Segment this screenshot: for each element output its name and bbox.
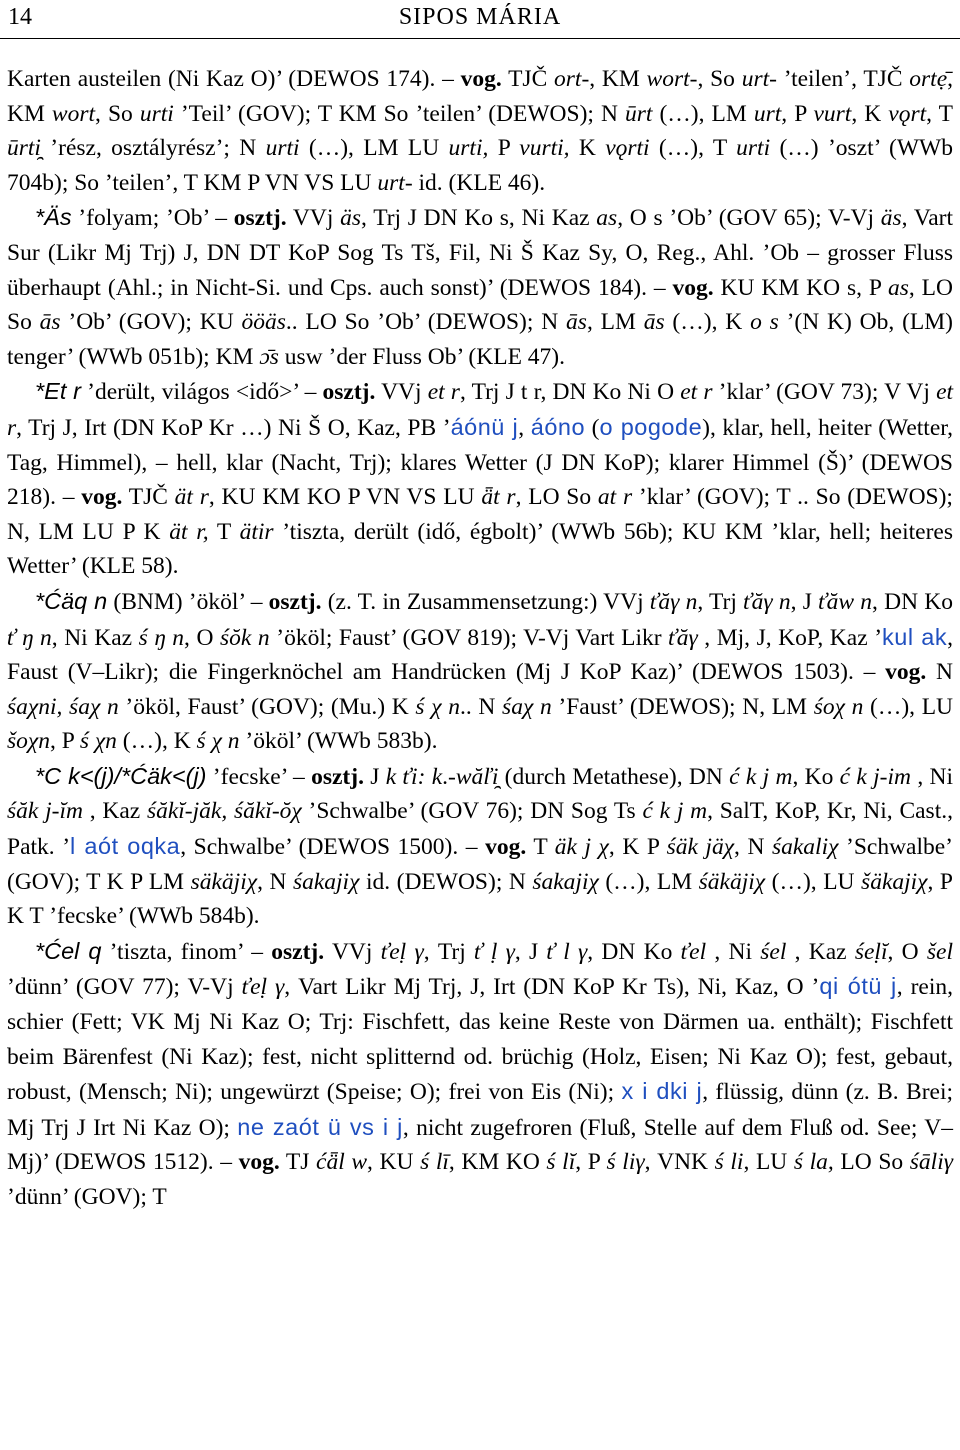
italic-form: śakajiχ <box>532 868 599 895</box>
cyrillic-gloss: qi ótü j <box>819 973 897 1000</box>
page-header <box>0 0 960 39</box>
italic-form: ɔ̄s <box>259 343 279 370</box>
text-run: , KU KM KO P VN VS LU <box>208 484 482 511</box>
italic-form: urt- <box>377 169 413 196</box>
text-run: TJČ <box>122 484 175 511</box>
language-label: osztj. <box>311 763 364 790</box>
text-run: , Schwalbe’ (DEWOS 1500). – <box>180 834 486 861</box>
text-run: , O <box>184 624 221 651</box>
italic-form: śāliγ <box>909 1149 953 1176</box>
text-run: .- <box>442 763 456 790</box>
italic-form: ť ŋ n <box>7 624 52 651</box>
text-run: ’rész, osztályrész’; N <box>40 135 266 162</box>
text-run: , DN Ko <box>587 938 681 965</box>
cyrillic-gloss: ne zaót ü vs i j <box>237 1113 403 1140</box>
text-run: J <box>363 763 386 790</box>
language-label: osztj. <box>322 379 376 406</box>
italic-form: vǫrt <box>888 100 927 127</box>
italic-form: šoχn <box>7 728 50 755</box>
text-run: , LM <box>586 309 644 336</box>
text-run: , Trj <box>423 938 475 965</box>
italic-form: äs <box>340 205 362 232</box>
language-label: vog. <box>238 1149 280 1176</box>
text-run: (…), LM <box>652 100 754 127</box>
italic-form: ät r <box>174 484 209 511</box>
italic-form: ť ḷ γ <box>474 938 515 965</box>
text-run: , P K T ’fecske’ (WWb 584b). <box>7 868 953 930</box>
text-run: N <box>926 659 953 686</box>
text-run: (z. T. in Zusammensetzung:) VVj <box>321 588 650 615</box>
headword: *C k<(j)/*Ćäk<(j) <box>35 762 207 789</box>
italic-form: et r <box>427 379 460 406</box>
text-run: (…), LU <box>863 693 954 720</box>
dictionary-entry <box>7 584 953 759</box>
italic-form: et r <box>680 379 713 406</box>
text-run: P <box>488 135 520 162</box>
italic-form: śaχ n <box>502 693 552 720</box>
text-run: , So <box>95 100 140 127</box>
text-run: , Kaz <box>786 938 855 965</box>
italic-form: śeḷĭ <box>854 938 888 965</box>
dictionary-entry <box>7 759 953 934</box>
text-run: , flüssig, dünn (z. B. Brei; Mj Trj J Irt Ni Kaz O); <box>7 1079 954 1141</box>
language-label: vog. <box>485 834 527 861</box>
text-run: T <box>208 518 240 545</box>
text-run: ’(N K) Ob, (LM) tenger’ (WWb 051b); KM <box>7 309 953 370</box>
italic-form: śoχ n <box>813 693 864 720</box>
italic-form: äk j χ <box>554 834 609 861</box>
text-run: (durch Metathese), DN <box>498 763 730 790</box>
text-run: , J <box>790 588 819 615</box>
italic-form: ťăw n <box>818 588 873 615</box>
text-run: (…) ’oszt’ (WWb 704b); So ’teilen’, T KM P VN VS LU <box>7 135 953 196</box>
text-run: ’folyam; ’Ob’ – <box>71 205 234 232</box>
italic-form: at r <box>597 484 633 511</box>
page-number: 14 <box>8 4 32 30</box>
text-run: K <box>569 135 606 162</box>
italic-form: ťăγ <box>668 624 698 651</box>
italic-form: urti, <box>448 135 489 162</box>
italic-form: vurti, <box>519 135 570 162</box>
text-run: ’dünn’ (GOV 77); V-Vj <box>7 974 242 1001</box>
italic-form: as <box>596 205 618 232</box>
cyrillic-gloss: kul ak <box>882 623 948 650</box>
italic-form: ś χn <box>79 728 117 755</box>
italic-form: ťăγ n <box>743 588 791 615</box>
italic-form: ööäs <box>241 309 286 336</box>
text-run: , N <box>734 834 772 861</box>
text-run: ’Schwalbe’ (GOV 76); DN Sog Ts <box>301 798 643 825</box>
text-run: , Ni Kaz <box>51 624 139 651</box>
italic-form: wort- <box>646 66 698 92</box>
italic-form: śaχni, śaχ n <box>7 693 119 720</box>
text-run: , P <box>575 1149 607 1176</box>
text-run: TJČ <box>501 66 555 92</box>
text-run: (…), K <box>116 728 197 755</box>
text-run: , T <box>926 100 953 127</box>
text-run: ’ököl’ (WWb 583b). <box>239 728 438 755</box>
text-run: ( <box>585 414 600 441</box>
cyrillic-gloss: áóno <box>530 413 586 440</box>
italic-form: urti <box>265 135 300 162</box>
text-run: , rein, schier (Fett; VK Mj Ni Kaz O; Trj: Fischfett, das keine Reste von Därmen ua. enthält); Fischfett beim Bärenfest (Ni Kaz); fest, nicht splitternd od. brüchig (Holz, Eisen; Ni Kaz O); fest, gebaut, robust, (Mensch; Ni); ungewürzt (Speise; O); frei von Eis (Ni); <box>7 974 953 1106</box>
italic-form: śakajiχ <box>292 868 360 895</box>
italic-form: ť l γ <box>546 938 588 965</box>
headword: *Ćel q <box>35 937 102 964</box>
text-run: , Ni <box>706 938 761 965</box>
text-run: VVj <box>375 379 428 406</box>
text-run: (BNM) ’ököl’ – <box>107 588 269 615</box>
italic-form: vurt <box>813 100 852 127</box>
text-run: id. (KLE 46). <box>412 169 546 196</box>
italic-form: ć k j-im <box>839 763 912 790</box>
italic-form: k ťi: k <box>385 763 443 790</box>
dictionary-entry <box>7 200 953 374</box>
italic-form: ortẹ̄ <box>909 66 948 92</box>
text-run: ’tiszta, finom’ – <box>101 938 272 965</box>
italic-form: urti <box>736 135 771 162</box>
italic-form: ś lĭ <box>546 1149 576 1176</box>
text-run: , Mj, J, KoP, Kaz ’ <box>697 624 883 651</box>
text-run: , KM <box>589 66 647 92</box>
text-run: , nicht zugefroren (Fluß, Stelle auf dem Fluß od. See; V–Mj)’ (DEWOS 1512). – <box>7 1114 953 1176</box>
text-run: , <box>518 414 531 441</box>
text-run: ’Ob’ (GOV); KU <box>60 309 242 336</box>
text-run: .. LO So ’Ob’ (DEWOS); N <box>285 309 567 336</box>
text-run: VVj <box>286 205 341 232</box>
text-run: , LU <box>743 1149 794 1176</box>
text-run: usw ’der Fluss Ob’ (KLE 47). <box>278 343 566 370</box>
text-run: , SalT, KoP, Kr, Ni, Cast., Patk. ’ <box>7 798 953 861</box>
italic-form: ťeḷ γ <box>380 938 424 965</box>
headword: *Et r <box>35 378 81 405</box>
italic-form: ǟt r <box>481 484 516 511</box>
text-run: , Ni <box>911 763 954 790</box>
italic-form: äs <box>880 205 902 232</box>
text-run: , Trj <box>697 588 744 615</box>
italic-form: ś la, <box>793 1149 834 1176</box>
text-run: , Vart Likr Mj Trj, J, Irt (DN KoP Kr Ts), Ni, Kaz, O ’ <box>284 974 820 1001</box>
language-label: vog. <box>885 659 927 686</box>
italic-form: šel <box>926 938 953 965</box>
text-run: , O <box>887 938 927 965</box>
text-run: , VNK <box>644 1149 715 1176</box>
italic-form: ās <box>39 309 61 336</box>
text-run: ’derült, világos <idő>’ – <box>80 379 323 406</box>
italic-form: vǫrti <box>605 135 650 162</box>
italic-form: ś lī <box>420 1149 449 1176</box>
italic-form: ät r, <box>169 518 209 545</box>
italic-form: ćǟl w <box>316 1149 368 1176</box>
italic-form: šäkajiχ <box>861 868 928 895</box>
italic-form: ś ŋ n <box>138 624 185 651</box>
text-run: VVj <box>324 938 381 965</box>
italic-form: ätir <box>239 518 274 545</box>
language-label: osztj. <box>233 205 287 232</box>
text-run: , Ko <box>792 763 840 790</box>
italic-form: śăk j-ĭm <box>7 798 83 825</box>
italic-form: ś χ n <box>415 693 460 720</box>
text-run: , O s ’Ob’ (GOV 65); V-Vj <box>617 205 881 232</box>
text-run: (…), LM LU <box>299 135 449 162</box>
text-run: ’Faust’ (DEWOS); N, LM <box>551 693 814 720</box>
language-label: vog. <box>672 274 714 301</box>
text-run: ’Teil’ (GOV); T KM So ’teilen’ (DEWOS); N <box>173 100 625 127</box>
text-run: (…), LU <box>765 868 862 895</box>
text-run: ’ököl, Faust’ (GOV); (Mu.) K <box>118 693 416 720</box>
text-run: , KM KO <box>448 1149 547 1176</box>
language-label: vog. <box>460 66 502 92</box>
text-run: .. N <box>459 693 503 720</box>
dictionary-entry <box>7 374 953 584</box>
text-run: , Trj J, Irt (DN KoP Kr …) Ni Š O, Kaz, PB ’ <box>16 414 451 441</box>
text-run: , So <box>697 66 742 92</box>
running-head: SIPOS MÁRIA <box>398 4 562 30</box>
italic-form: ś χ n <box>196 728 240 755</box>
text-run: , KU <box>367 1149 421 1176</box>
italic-form: ūrti̯ <box>7 135 41 162</box>
continued-entry <box>7 62 953 200</box>
text-run: ), klar, hell, heiter (Wetter, Tag, Himmel), – hell, klar (Nacht, Trj); klares Wetter (J DN KoP); klarer Himmel (Š)’ (DEWOS 218). – <box>7 414 954 511</box>
italic-form: ťel <box>680 938 707 965</box>
italic-form: as <box>888 274 909 301</box>
text-run: ’teilen’, TJČ <box>776 66 910 92</box>
text-run: ’Schwalbe’ (GOV); T K P LM <box>7 834 954 895</box>
cyrillic-gloss: áónü j <box>450 413 519 440</box>
italic-form: ūrt <box>625 100 653 127</box>
italic-form: ć k j m <box>729 763 793 790</box>
text-run: , Trj J t r, DN Ko Ni O <box>459 379 681 406</box>
italic-form: ās <box>643 309 665 336</box>
language-label: osztj. <box>271 938 325 965</box>
dictionary-entry <box>7 934 953 1215</box>
text-run: ’fecske’ – <box>206 763 312 790</box>
italic-form: śäkäjiχ <box>698 868 766 895</box>
italic-form: säkäjiχ <box>190 868 258 895</box>
text-run: ’ököl; Faust’ (GOV 819); V-Vj Vart Likr <box>269 624 669 651</box>
italic-form: ťăγ n <box>649 588 698 615</box>
text-run: LO So <box>833 1149 910 1176</box>
language-label: vog. <box>81 484 123 511</box>
text-run: , KM <box>7 66 953 127</box>
text-run: (…), T <box>649 135 737 162</box>
text-run: Karten austeilen (Ni Kaz O)’ (DEWOS 174). – <box>7 66 461 92</box>
text-run: , LO So <box>515 484 598 511</box>
italic-form: o s <box>750 309 779 336</box>
cyrillic-gloss: l aót oqka <box>70 833 181 860</box>
italic-form: ťeḷ γ <box>241 974 285 1001</box>
text-run: T <box>526 834 555 861</box>
language-label: osztj. <box>268 588 322 615</box>
italic-form: urt, <box>753 100 788 127</box>
italic-form: śŏk n <box>220 624 270 651</box>
text-run: , Vart Sur (Likr Mj Trj) J, DN DT KoP Sog Ts Tš, Fil, Ni Š Kaz Sy, O, Reg., Ahl. ’Ob – grosser Fluss überhaupt (Ahl.; in Nicht-Si. und Cps. auch sonst)’ (DEWOS 184). – <box>7 205 953 301</box>
italic-form: ś liγ <box>606 1149 645 1176</box>
italic-form: ort- <box>554 66 590 92</box>
cyrillic-gloss: o pogode <box>599 413 703 440</box>
text-run: , J <box>514 938 547 965</box>
italic-form: urt- <box>741 66 777 92</box>
italic-form: wort <box>51 100 96 127</box>
text-run: id. (DEWOS); N <box>359 868 533 895</box>
text-run: P <box>787 100 814 127</box>
italic-form: śel <box>760 938 787 965</box>
text-run: ’klar’ (GOV); T .. So (DEWOS); N, LM LU P K <box>7 484 953 545</box>
text-run: , P <box>49 728 80 755</box>
text-run: KU KM KO s, P <box>713 274 888 301</box>
text-run: (…), LM <box>598 868 699 895</box>
text-run: , Kaz <box>82 798 147 825</box>
italic-form: śăkĭ-jăk, śăkĭ-ŏχ <box>146 798 302 825</box>
text-run: ’klar’ (GOV 73); V Vj <box>712 379 937 406</box>
text-run: TJ <box>279 1149 317 1176</box>
text-body <box>7 62 953 1215</box>
italic-form: ć k j m <box>642 798 708 825</box>
italic-form: wăľi̯ <box>455 763 499 790</box>
text-run: ’tiszta, derült (idő, égbolt)’ (WWb 56b); KU KM ’klar, hell; heiteres Wetter’ (KLE 58). <box>7 518 954 580</box>
headword: *Ćäq n <box>35 587 108 614</box>
text-run: , LO So <box>7 274 954 336</box>
cyrillic-gloss: x i dki j <box>621 1078 703 1105</box>
italic-form: śäk jäχ <box>666 834 735 861</box>
text-run: , Faust (V–Likr); die Fingerknöchel am Handrücken (Mj J KoP Kaz)’ (DEWOS 1503). – <box>7 624 953 686</box>
text-run: , Trj J DN Ko s, Ni Kaz <box>361 205 597 232</box>
headword: *Äs <box>35 204 72 231</box>
text-run: (…), K <box>664 309 751 336</box>
text-run: , DN Ko <box>872 588 953 615</box>
text-run: , K P <box>608 834 667 861</box>
italic-form: śakaliχ <box>771 834 839 861</box>
italic-form: et r <box>7 379 954 441</box>
italic-form: ś li <box>714 1149 744 1176</box>
text-run: , N <box>257 868 293 895</box>
text-run: , K <box>851 100 889 127</box>
italic-form: ās <box>566 309 587 336</box>
italic-form: urti <box>139 100 174 127</box>
text-run: ’dünn’ (GOV); T <box>7 1184 167 1210</box>
